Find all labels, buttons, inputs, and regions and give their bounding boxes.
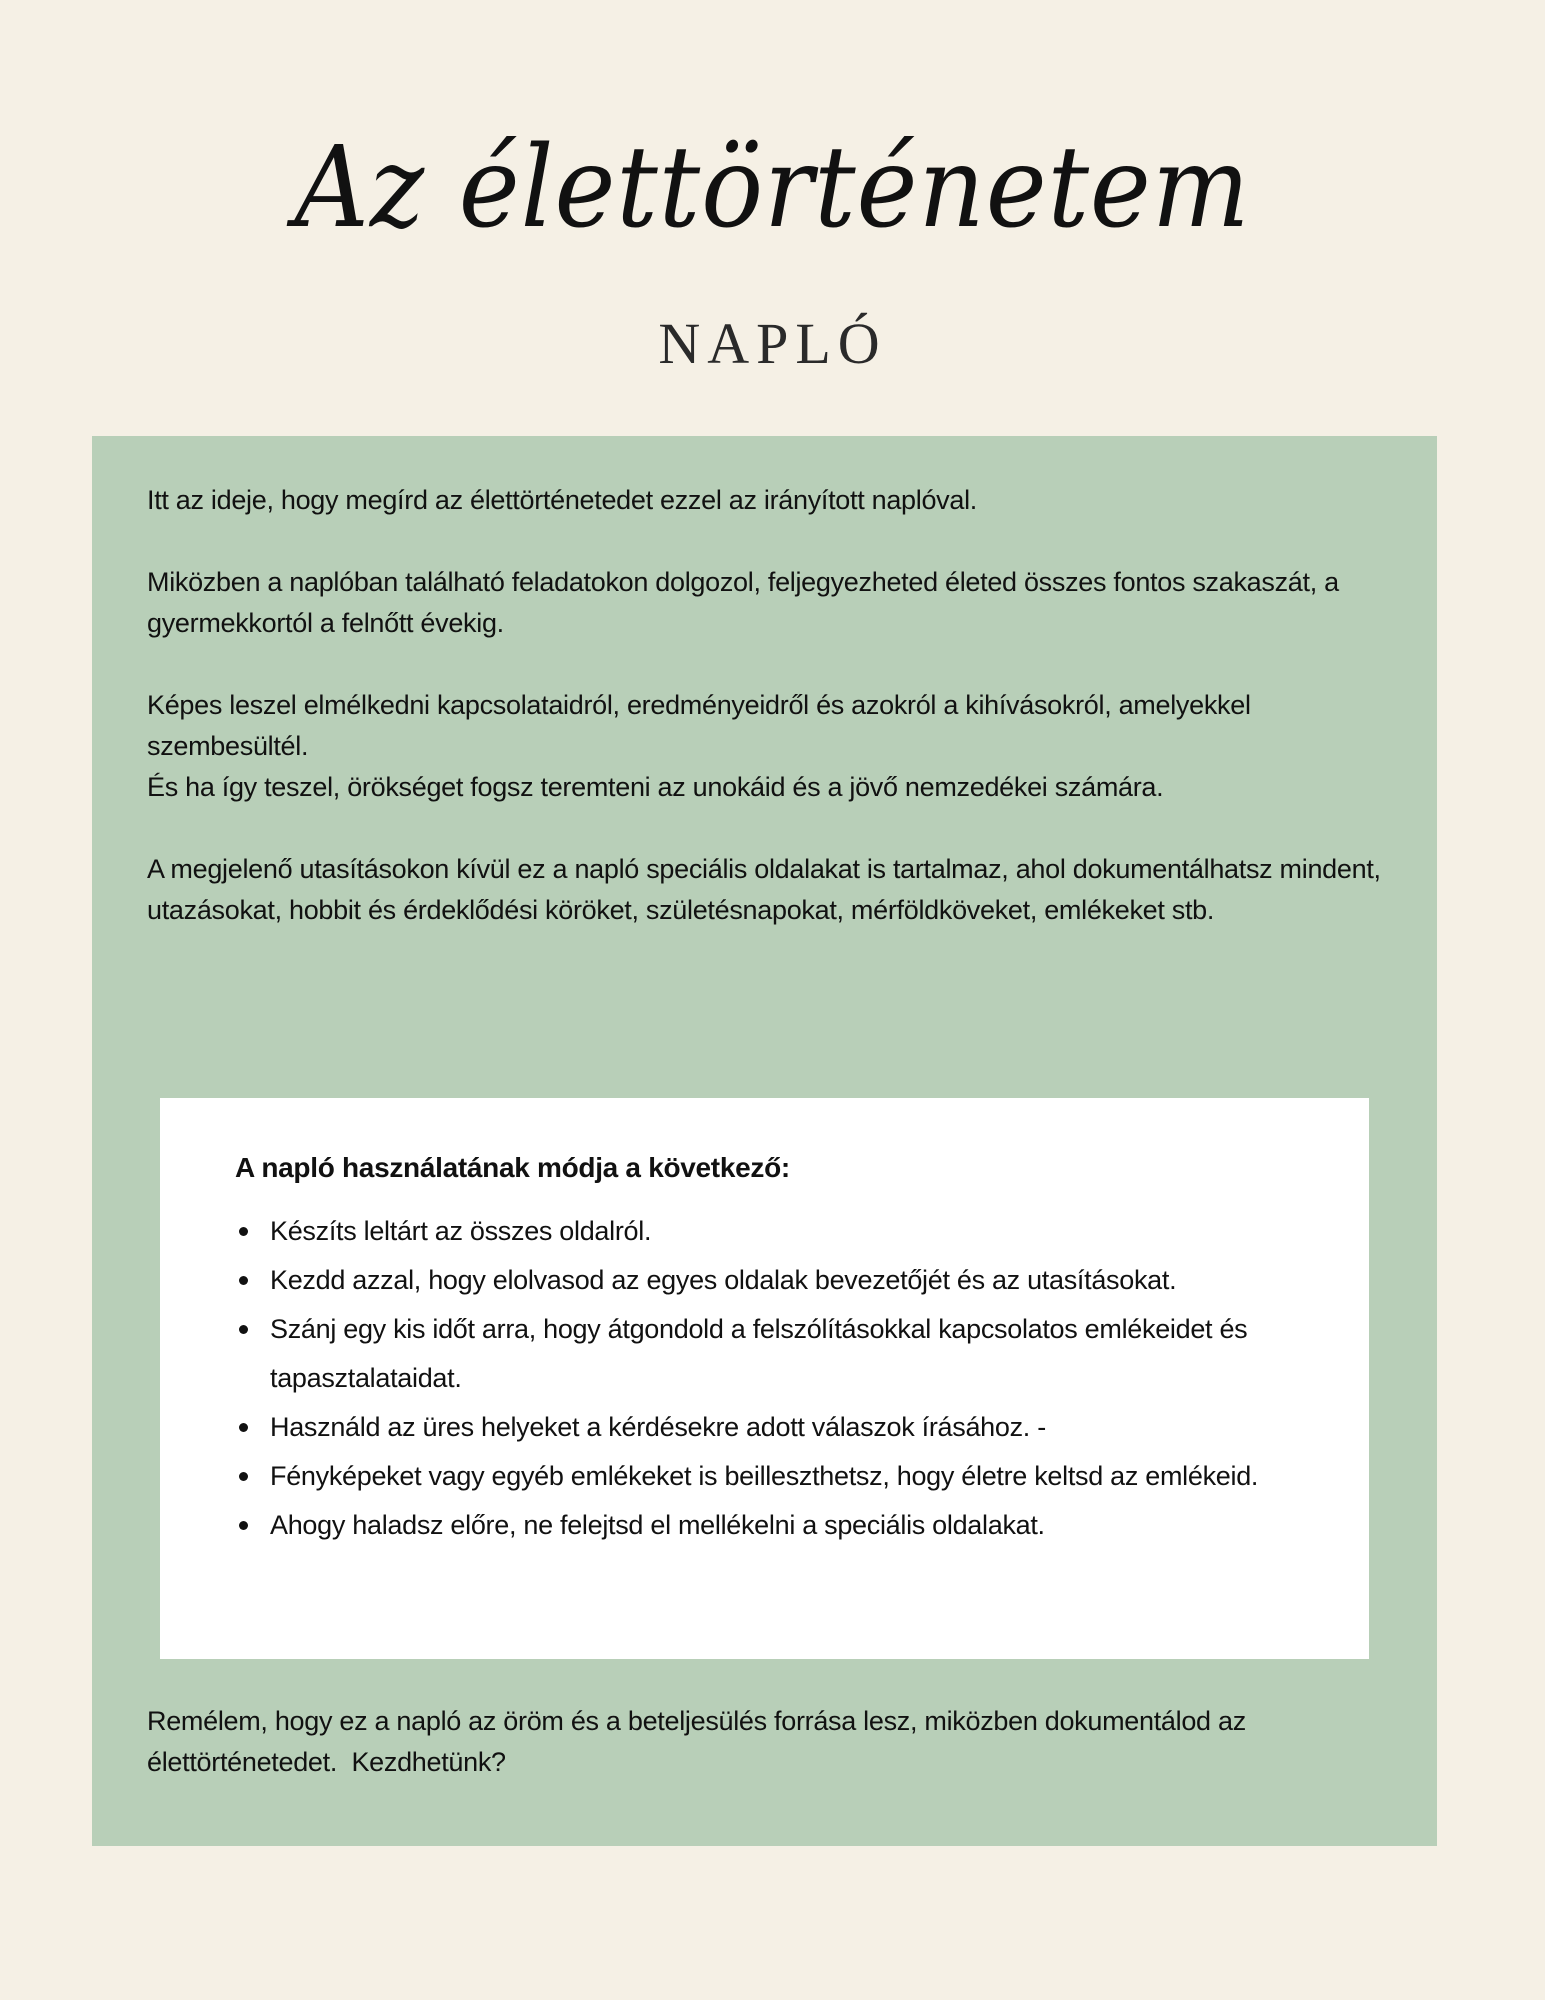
intro-paragraph: Miközben a naplóban található feladatokon dolgozol, feljegyezheted életed összes fontos szakaszát, a gyermekkortól a felnőtt évekig. [147, 567, 1339, 638]
list-item [235, 1501, 1295, 1550]
instructions-heading: A napló használatának módja a következő: [235, 1152, 790, 1183]
closing-text: Remélem, hogy ez a napló az öröm és a beteljesülés forrása lesz, miközben dokumentálod az élettörténetedet. Kezdhetünk? [147, 1706, 1254, 1777]
list-item-text: Használd az üres helyeket a kérdésekre adott válaszok írásához. - [270, 1412, 1046, 1442]
list-item-text: Fényképeket vagy egyéb emlékeket is beilleszthetsz, hogy életre keltsd az emlékeid. [270, 1461, 1259, 1491]
list-item-text: Szánj egy kis időt arra, hogy átgondold a felszólításokkal kapcsolatos emlékeidet és tapasztalataidat. [270, 1314, 1248, 1393]
bullet-icon [239, 1227, 248, 1236]
page-title: Az élettörténetem [294, 123, 1251, 253]
intro-panel [92, 436, 1437, 1846]
list-item-text: Kezdd azzal, hogy elolvasod az egyes oldalak bevezetőjét és az utasításokat. [270, 1265, 1177, 1295]
bullet-icon [239, 1472, 248, 1481]
bullet-icon [239, 1423, 248, 1432]
bullet-icon [239, 1521, 248, 1530]
list-item-text: Készíts leltárt az összes oldalról. [270, 1216, 652, 1246]
list-item [235, 1403, 1295, 1452]
list-item-text: Ahogy haladsz előre, ne felejtsd el mellékelni a speciális oldalakat. [270, 1510, 1045, 1540]
bullet-icon [239, 1325, 248, 1334]
intro-paragraph: Itt az ideje, hogy megírd az élettörténetedet ezzel az irányított naplóval. [147, 485, 977, 515]
intro-paragraph: És ha így teszel, örökséget fogsz teremteni az unokáid és a jövő nemzedékei számára. [147, 772, 1164, 802]
list-item [235, 1256, 1295, 1305]
intro-text [147, 480, 1397, 972]
instructions-list [235, 1207, 1295, 1550]
bullet-icon [239, 1276, 248, 1285]
intro-paragraph: A megjelenő utasításokon kívül ez a napló speciális oldalakat is tartalmaz, ahol dokumentálhatsz mindent, utazásokat, hobbit és érdeklődési köröket, születésnapokat, mérföldköveket, emlékeket stb. [147, 854, 1381, 925]
list-item [235, 1452, 1295, 1501]
list-item [235, 1305, 1295, 1403]
list-item [235, 1207, 1295, 1256]
page-subtitle: NAPLÓ [658, 311, 887, 376]
instructions-box [160, 1098, 1369, 1659]
page-header [0, 0, 1545, 400]
intro-paragraph: Képes leszel elmélkedni kapcsolataidról, eredményeidről és azokról a kihívásokról, amelyekkel szembesültél. [147, 690, 1251, 761]
